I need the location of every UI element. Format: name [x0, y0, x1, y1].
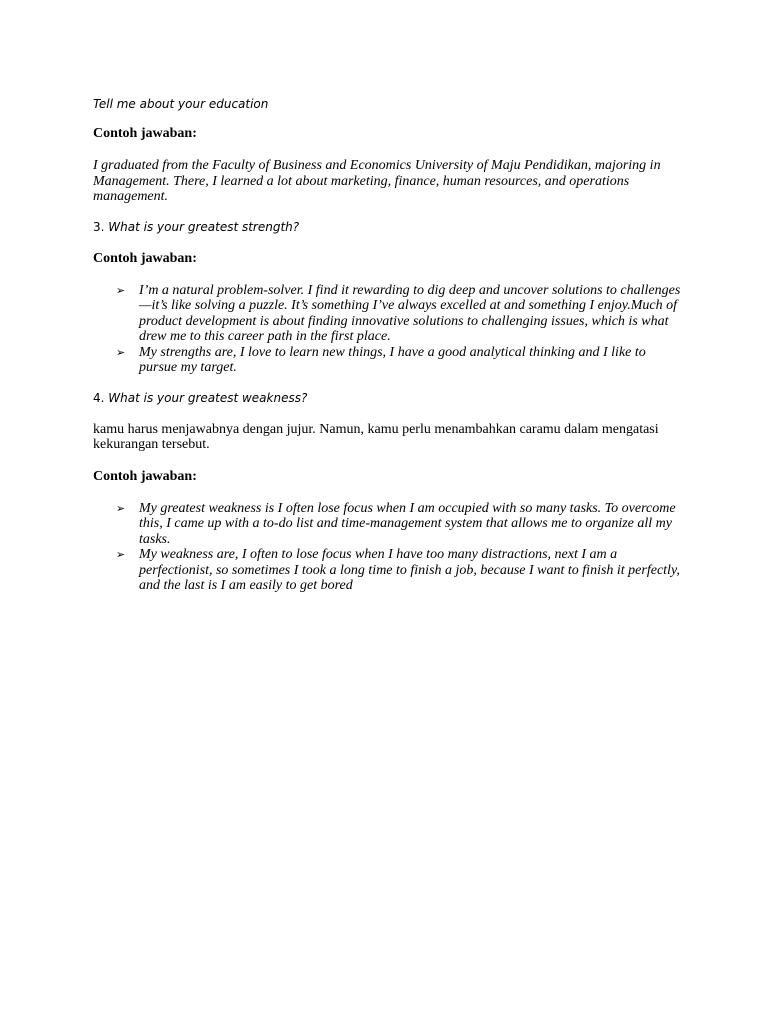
- answer-label-strength: Contoh jawaban:: [93, 250, 197, 266]
- answer-label-weakness: Contoh jawaban:: [93, 468, 197, 484]
- weakness-answer-list: [93, 501, 683, 594]
- list-item: [93, 283, 683, 345]
- list-item: [93, 345, 683, 376]
- answer-education: I graduated from the Faculty of Business and Economics University of Maju Pendidikan, majoring in Management. There, I learned a lot about marketing, finance, human resources, and operations management.: [93, 158, 661, 204]
- arrow-bullet-icon: ➢: [116, 501, 126, 515]
- strength-answer-list: [93, 283, 683, 376]
- question-number: 3.: [93, 219, 105, 234]
- question-weakness: [93, 390, 683, 406]
- arrow-bullet-icon: ➢: [116, 548, 126, 561]
- list-item: [93, 547, 683, 594]
- list-item-text: I’m a natural problem-solver. I find it rewarding to dig deep and uncover solutions to challenges—it’s like solving a puzzle. It’s something I’ve always excelled at and something I enjoy.Much of product development is about finding innovative solutions to challenging issues, which is what drew me to this career path in the first place.: [139, 282, 681, 344]
- document-body: [93, 96, 683, 594]
- list-item-text: My weakness are, I often to lose focus when I have too many distractions, next I am a perfectionist, so sometimes I took a long time to finish a job, because I want to finish it perfectly, and the last is I am easily to get bored: [139, 547, 680, 593]
- list-item: [93, 501, 683, 548]
- question-education: Tell me about your education: [93, 97, 269, 111]
- question-strength: [93, 219, 683, 235]
- answer-label-education: Contoh jawaban:: [93, 126, 197, 141]
- question-number: 4.: [93, 390, 105, 405]
- arrow-bullet-icon: ➢: [116, 283, 126, 297]
- list-item-text: My strengths are, I love to learn new things, I have a good analytical thinking and I like to pursue my target.: [139, 344, 646, 375]
- list-item-text: My greatest weakness is I often lose focus when I am occupied with so many tasks. To overcome this, I came up with a to-do list and time-management system that allows me to organize all my tasks.: [139, 500, 676, 547]
- arrow-bullet-icon: ➢: [116, 345, 126, 359]
- weakness-intro: kamu harus menjawabnya dengan jujur. Namun, kamu perlu menambahkan caramu dalam mengatasi kekurangan tersebut.: [93, 421, 659, 452]
- question-text: What is your greatest weakness?: [108, 390, 308, 405]
- question-text: What is your greatest strength?: [108, 219, 300, 234]
